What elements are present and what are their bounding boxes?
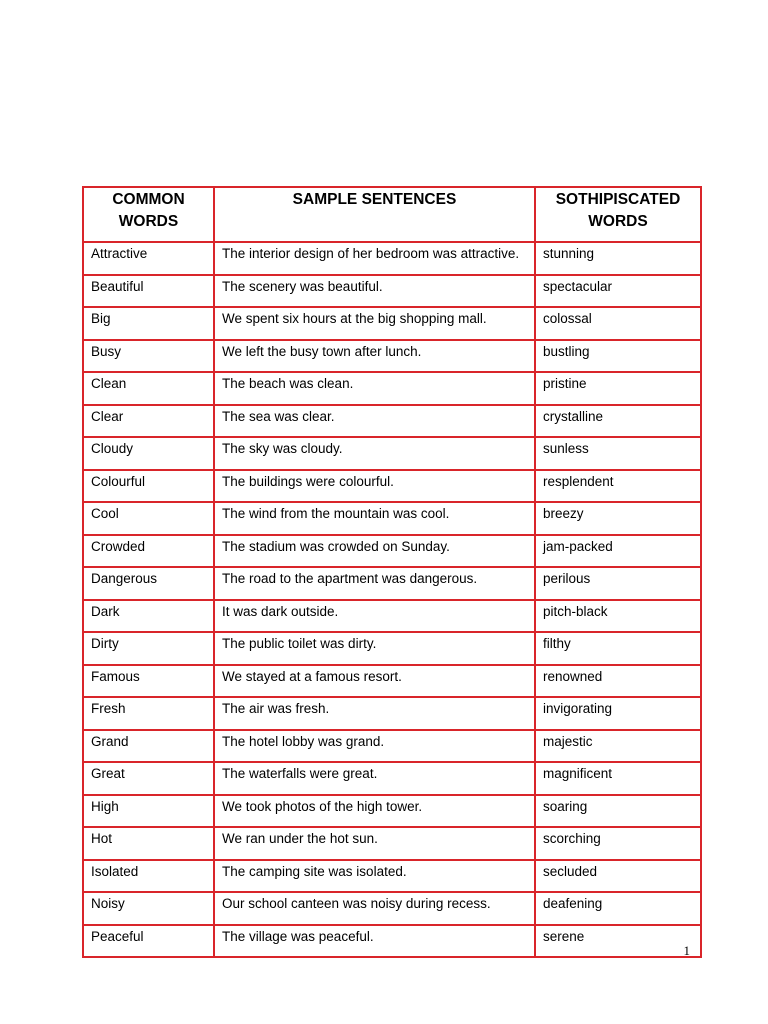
table-row [83, 795, 701, 828]
sample-sentence-cell: It was dark outside. [214, 600, 535, 633]
sophisticated-word-cell: pristine [535, 372, 701, 405]
sophisticated-word-cell: magnificent [535, 762, 701, 795]
sophisticated-word-cell: crystalline [535, 405, 701, 438]
sample-sentence-cell: The stadium was crowded on Sunday. [214, 535, 535, 568]
table-row [83, 860, 701, 893]
common-word-cell: Great [83, 762, 214, 795]
common-word-cell: Clear [83, 405, 214, 438]
sophisticated-word-cell: colossal [535, 307, 701, 340]
table-row [83, 665, 701, 698]
sample-sentence-cell: The interior design of her bedroom was attractive. [214, 242, 535, 275]
common-word-cell: Isolated [83, 860, 214, 893]
common-word-cell: High [83, 795, 214, 828]
sophisticated-word-cell: scorching [535, 827, 701, 860]
sample-sentence-cell: The road to the apartment was dangerous. [214, 567, 535, 600]
sophisticated-word-cell: secluded [535, 860, 701, 893]
sample-sentence-cell: The village was peaceful. [214, 925, 535, 958]
sample-sentence-cell: The wind from the mountain was cool. [214, 502, 535, 535]
header-common-words: COMMON WORDS [83, 187, 214, 242]
sample-sentence-cell: The sea was clear. [214, 405, 535, 438]
sophisticated-word-cell: serene [535, 925, 701, 958]
table-row [83, 242, 701, 275]
common-word-cell: Dirty [83, 632, 214, 665]
table-row [83, 925, 701, 958]
table-row [83, 535, 701, 568]
table-row [83, 600, 701, 633]
table-row [83, 827, 701, 860]
sophisticated-word-cell: renowned [535, 665, 701, 698]
table-row [83, 892, 701, 925]
common-word-cell: Grand [83, 730, 214, 763]
common-word-cell: Big [83, 307, 214, 340]
sample-sentence-cell: The camping site was isolated. [214, 860, 535, 893]
common-word-cell: Hot [83, 827, 214, 860]
sample-sentence-cell: We took photos of the high tower. [214, 795, 535, 828]
sophisticated-word-cell: perilous [535, 567, 701, 600]
sample-sentence-cell: We ran under the hot sun. [214, 827, 535, 860]
table-row [83, 470, 701, 503]
table-row [83, 340, 701, 373]
common-word-cell: Crowded [83, 535, 214, 568]
sample-sentence-cell: The beach was clean. [214, 372, 535, 405]
common-word-cell: Cool [83, 502, 214, 535]
common-word-cell: Clean [83, 372, 214, 405]
table-row [83, 697, 701, 730]
sample-sentence-cell: The air was fresh. [214, 697, 535, 730]
common-word-cell: Famous [83, 665, 214, 698]
table-row [83, 632, 701, 665]
sophisticated-word-cell: stunning [535, 242, 701, 275]
sample-sentence-cell: The sky was cloudy. [214, 437, 535, 470]
table-row [83, 307, 701, 340]
sophisticated-word-cell: sunless [535, 437, 701, 470]
sophisticated-word-cell: jam-packed [535, 535, 701, 568]
sample-sentence-cell: Our school canteen was noisy during recess. [214, 892, 535, 925]
common-word-cell: Peaceful [83, 925, 214, 958]
table-row [83, 437, 701, 470]
page-number: 1 [683, 943, 690, 958]
common-word-cell: Dangerous [83, 567, 214, 600]
sophisticated-word-cell: invigorating [535, 697, 701, 730]
sample-sentence-cell: The scenery was beautiful. [214, 275, 535, 308]
sample-sentence-cell: The public toilet was dirty. [214, 632, 535, 665]
table-row [83, 567, 701, 600]
header-sample-sentences: SAMPLE SENTENCES [214, 187, 535, 242]
sophisticated-word-cell: deafening [535, 892, 701, 925]
sample-sentence-cell: The waterfalls were great. [214, 762, 535, 795]
common-word-cell: Dark [83, 600, 214, 633]
common-word-cell: Attractive [83, 242, 214, 275]
sophisticated-word-cell: breezy [535, 502, 701, 535]
sophisticated-word-cell: soaring [535, 795, 701, 828]
sophisticated-word-cell: spectacular [535, 275, 701, 308]
vocabulary-table [82, 186, 702, 958]
table-row [83, 275, 701, 308]
sophisticated-word-cell: filthy [535, 632, 701, 665]
header-sophisticated-words: SOTHIPISCATED WORDS [535, 187, 701, 242]
sample-sentence-cell: We left the busy town after lunch. [214, 340, 535, 373]
common-word-cell: Busy [83, 340, 214, 373]
header-row [83, 187, 701, 242]
sophisticated-word-cell: pitch-black [535, 600, 701, 633]
sample-sentence-cell: The buildings were colourful. [214, 470, 535, 503]
common-word-cell: Beautiful [83, 275, 214, 308]
table-row [83, 502, 701, 535]
common-word-cell: Fresh [83, 697, 214, 730]
sample-sentence-cell: We stayed at a famous resort. [214, 665, 535, 698]
sophisticated-word-cell: majestic [535, 730, 701, 763]
sophisticated-word-cell: bustling [535, 340, 701, 373]
sophisticated-word-cell: resplendent [535, 470, 701, 503]
table-row [83, 372, 701, 405]
common-word-cell: Colourful [83, 470, 214, 503]
table-body [83, 242, 701, 957]
sample-sentence-cell: We spent six hours at the big shopping mall. [214, 307, 535, 340]
table-row [83, 762, 701, 795]
common-word-cell: Cloudy [83, 437, 214, 470]
common-word-cell: Noisy [83, 892, 214, 925]
sample-sentence-cell: The hotel lobby was grand. [214, 730, 535, 763]
table-row [83, 405, 701, 438]
table-row [83, 730, 701, 763]
table-header [83, 187, 701, 242]
